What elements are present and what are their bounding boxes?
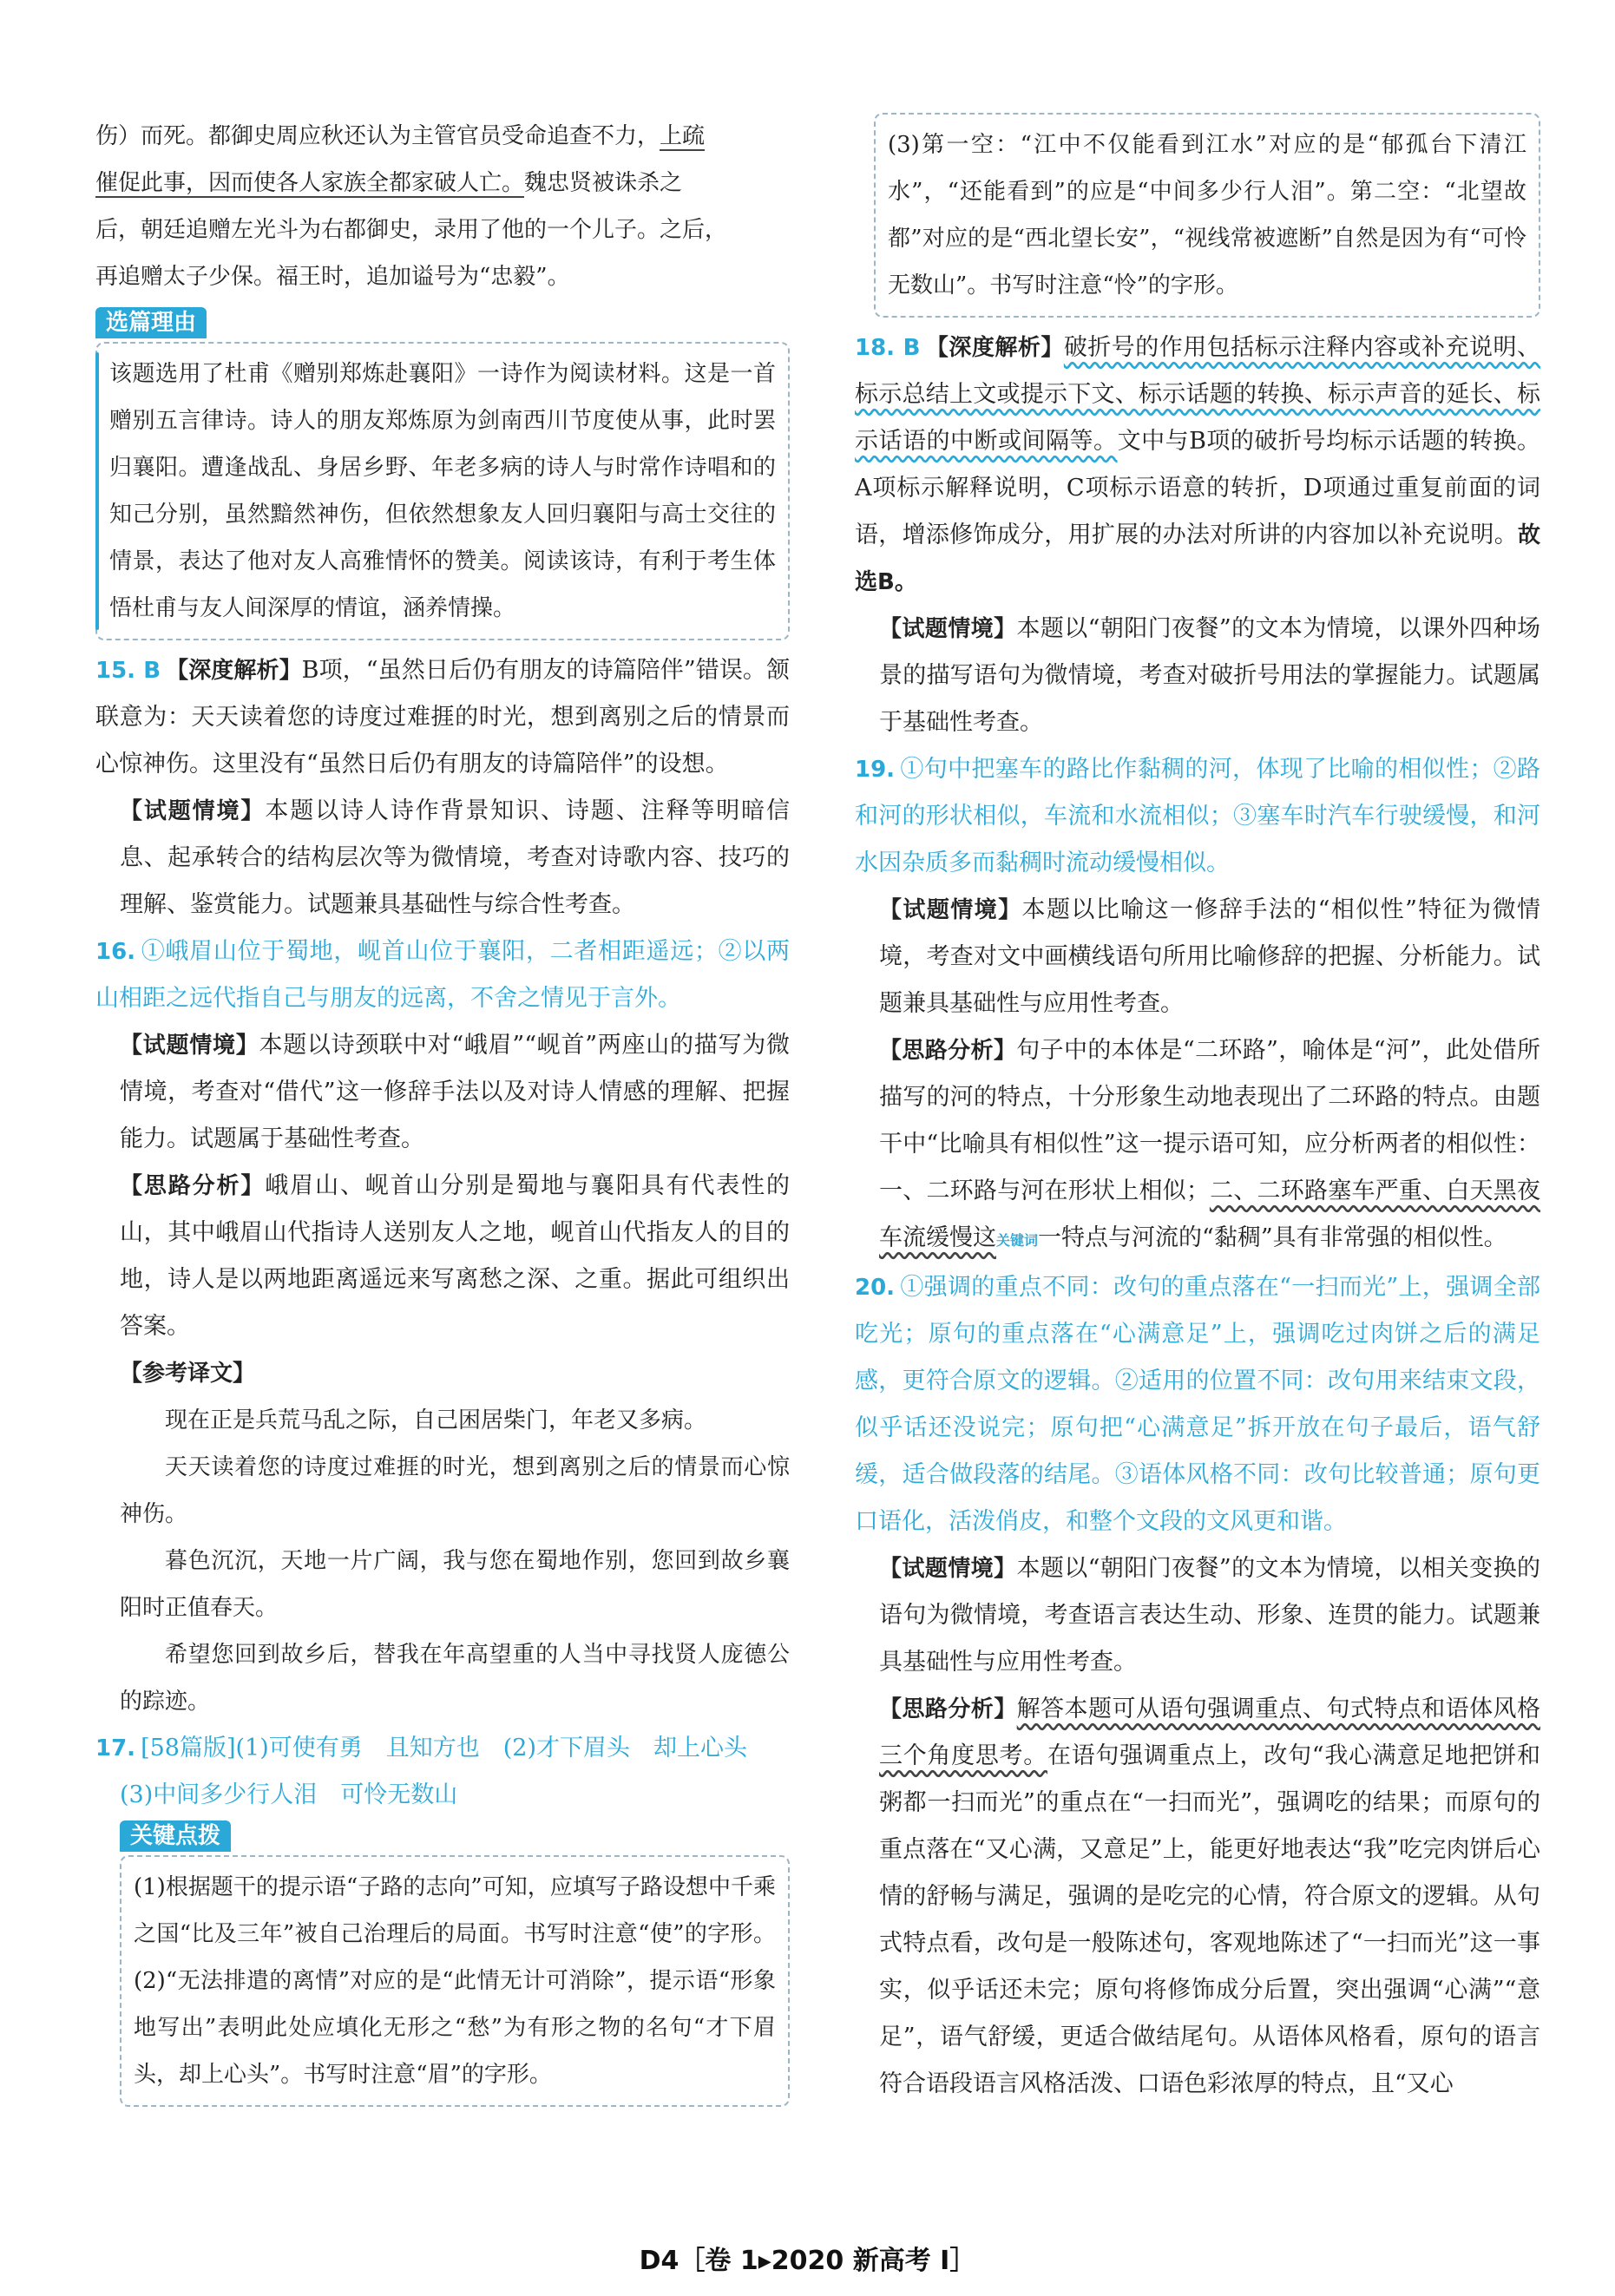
analysis-text: 解答本题可从语句强调重点、句式特点和语体风格三个角度思考。 — [879, 1696, 1540, 1769]
question-19 — [855, 746, 1540, 1264]
key-point-box-continued — [874, 113, 1540, 318]
right-column — [855, 113, 1540, 2108]
context-text: 本题以“朝阳门夜餐”的文本为情境，以课外四种场景的描写语句为微情境，考查对破折号用法的掌握能力。试题属于基础性考查。 — [879, 615, 1540, 736]
text-line: 伤）而死。都御史周应秋还认为主管官员受命追查不力，上疏 — [95, 123, 706, 149]
question-20 — [855, 1264, 1540, 2108]
analysis-text: 二、二环路塞车严重、白天黑夜车流缓慢这 — [879, 1178, 1541, 1251]
question-number: 16. — [95, 939, 136, 965]
analysis-text: 句子中的本体是“二环路”，喻体是“河”，此处借所描写的河的特点，十分形象生动地表现出了二环路的特点。由题干中“比喻具有相似性”这一提示语可知，应分析两者的相似性：一、二环路与河在形状上相似； — [879, 1037, 1540, 1204]
section-tag: 【试题情境】 — [879, 616, 1017, 642]
answer-text: ①句中把塞车的路比作黏稠的河，体现了比喻的相似性；②路和河的形状相似，车流和水流相似；③塞车时汽车行驶缓慢，和河水因杂质多而黏稠时流动缓慢相似。 — [855, 756, 1540, 876]
answer-text: (3)中间多少行人泪 可怜无数山 — [120, 1781, 458, 1808]
context-text: 本题以诗颈联中对“峨眉”“岘首”两座山的描写为微情境，考查对“借代”这一修辞手法以及对诗人情感的理解、把握能力。试题属于基础性考查。 — [120, 1032, 790, 1152]
key-point-label: 关键点拨 — [120, 1820, 231, 1852]
text-line: 催促此事，因而使各人家族全都家破人亡。魏忠贤被诛杀之 — [95, 170, 683, 196]
key-point-text: (3)第一空：“江中不仅能看到江水”对应的是“郁孤台下清江水”，“还能看到”的应是“中间多少行人泪”。第二空：“北望故都”对应的是“西北望长安”，“视线常被遮断”自然是因为有“可怜无数山”。书写时注意“怜”的字形。 — [888, 132, 1526, 298]
translation-line: 暮色沉沉，天地一片广阔，我与您在蜀地作别，您回到故乡襄阳时正值春天。 — [120, 1548, 790, 1621]
analysis-text: 文中与B项的破折号均标示话题的转换。A项标示解释说明，C项标示语意的转折，D项通过重复前面的词语，增添修饰成分，用扩展的办法对所讲的内容加以补充说明。 — [855, 428, 1540, 548]
section-tag: 【试题情境】 — [120, 798, 266, 824]
key-mark: 关键词 — [996, 1232, 1039, 1249]
section-tag: 【深度解析】 — [166, 658, 302, 684]
text-line: 后，朝廷追赠左光斗为右都御史，录用了他的一个儿子。之后， — [95, 217, 728, 243]
question-17 — [95, 1725, 790, 2107]
question-15 — [95, 647, 790, 928]
section-tag: 【思路分析】 — [879, 1696, 1017, 1722]
key-point-text: (1)根据题干的提示语“子路的志向”可知，应填写子路设想中千乘之国“比及三年”被自己治理后的局面。书写时注意“使”的字形。(2)“无法排遣的离情”对应的是“此情无计可消除”，提示语“形象地写出”表明此处应填化无形之“愁”为有形之物的名句“才下眉头，却上心头”。书写时注意“眉”的字形。 — [134, 1874, 776, 2088]
question-number: 15. B — [95, 658, 161, 684]
section-tag: 【参考译文】 — [120, 1361, 256, 1387]
translation-line: 现在正是兵荒马乱之际，自己困居柴门，年老又多病。 — [165, 1407, 707, 1433]
context-text: 本题以“朝阳门夜餐”的文本为情境，以相关变换的语句为微情境，考查语言表达生动、形象、连贯的能力。试题兼具基础性与应用性考查。 — [879, 1555, 1540, 1676]
answer-text: [58篇版](1)可使有勇 且知方也 (2)才下眉头 却上心头 — [141, 1735, 747, 1761]
left-column — [95, 113, 790, 2114]
context-text: 本题以比喻这一修辞手法的“相似性”特征为微情境，考查对文中画横线语句所用比喻修辞的把握、分析能力。试题兼具基础性与应用性考查。 — [879, 896, 1540, 1017]
section-tag: 【试题情境】 — [879, 1556, 1017, 1582]
translation-line: 天天读着您的诗度过难捱的时光，想到离别之后的情景而心惊神伤。 — [120, 1454, 790, 1527]
question-16 — [95, 928, 790, 1725]
translation-line: 希望您回到故乡后，替我在年高望重的人当中寻找贤人庞德公的踪迹。 — [120, 1642, 790, 1715]
reason-text: 该题选用了杜甫《赠别郑炼赴襄阳》一诗作为阅读材料。这是一首赠别五言律诗。诗人的朋友郑炼原为剑南西川节度使从事，此时罢归襄阳。遭逢战乱、身居乡野、年老多病的诗人与时常作诗唱和的知己分别，虽然黯然神伤，但依然想象友人回归襄阳与高士交往的情景，表达了他对友人高雅情怀的赞美。阅读该诗，有利于考生体悟杜甫与友人间深厚的情谊，涵养情操。 — [109, 361, 776, 621]
question-number: 17. — [95, 1735, 136, 1761]
analysis-text: 在语句强调重点上，改句“我心满意足地把饼和粥都一扫而光”的重点在“一扫而光”，强调吃的结果；而原句的重点落在“又心满，又意足”上，能更好地表达“我”吃完肉饼后心情的舒畅与满足，强调的是吃完的心情，符合原文的逻辑。从句式特点看，改句是一般陈述句，客观地陈述了“一扫而光”这一事实，似乎话还未完；原句将修饰成分后置，突出强调“心满”“意足”，语气舒缓，更适合做结尾句。从语体风格看，原句的语言符合语段语言风格活泼、口语色彩浓厚的特点，且“又心 — [879, 1742, 1540, 2097]
question-number: 18. B — [855, 335, 921, 361]
section-tag: 【试题情境】 — [120, 1033, 259, 1059]
reason-label: 选篇理由 — [95, 307, 207, 338]
analysis-text: B项，“虽然日后仍有朋友的诗篇陪伴”错误。颔联意为：天天读着您的诗度过难捱的时光，想到离别之后的情景而心惊神伤。这里没有“虽然日后仍有朋友的诗篇陪伴”的设想。 — [95, 657, 790, 777]
translation — [95, 1397, 790, 1725]
answer-text: ①峨眉山位于蜀地，岘首山位于襄阳，二者相距遥远；②以两山相距之远代指自己与朋友的远离，不舍之情见于言外。 — [95, 938, 790, 1012]
question-number: 19. — [855, 757, 896, 783]
top-paragraph — [95, 113, 790, 300]
select-answer: 故选B。 — [855, 522, 1540, 595]
reason-box — [95, 342, 790, 640]
section-tag: 【试题情境】 — [879, 897, 1022, 923]
answer-text: ①强调的重点不同：改句的重点落在“一扫而光”上，强调全部吃光；原句的重点落在“心满意足”上，强调吃过肉饼之后的满足感，更符合原文的逻辑。②适用的位置不同：改句用来结束文段，似乎话还没说完；原句把“心满意足”拆开放在句子最后，语气舒缓，适合做段落的结尾。③语体风格不同：改句比较普通；原句更口语化，活泼俏皮，和整个文段的文风更和谐。 — [855, 1274, 1540, 1535]
analysis-text: 一特点与河流的“黏稠”具有非常强的相似性。 — [1038, 1224, 1507, 1251]
analysis-text: 破折号的作用包括标示注释内容或补充说明、标示总结上文或提示下文、标示话题的转换、标示声音的延长、标示话语的中断或间隔等。 — [855, 334, 1540, 455]
section-tag: 【深度解析】 — [925, 335, 1064, 361]
section-tag: 【思路分析】 — [120, 1173, 266, 1199]
text-line: 再追赠太子少保。福王时，追加谥号为“忠毅”。 — [95, 264, 570, 290]
section-tag: 【思路分析】 — [879, 1038, 1017, 1064]
question-number: 20. — [855, 1275, 896, 1301]
question-18 — [855, 325, 1540, 746]
analysis-text: 峨眉山、岘首山分别是蜀地与襄阳具有代表性的山，其中峨眉山代指诗人送别友人之地，岘首山代指友人的目的地，诗人是以两地距离遥远来写离愁之深、之重。据此可组织出答案。 — [120, 1172, 790, 1340]
context-text: 本题以诗人诗作背景知识、诗题、注释等明暗信息、起承转合的结构层次等为微情境，考查对诗歌内容、技巧的理解、鉴赏能力。试题兼具基础性与综合性考查。 — [120, 797, 790, 918]
key-point-box — [120, 1855, 790, 2107]
page-footer: D4［卷 1▸2020 新高考 Ⅰ］ — [639, 2246, 976, 2276]
